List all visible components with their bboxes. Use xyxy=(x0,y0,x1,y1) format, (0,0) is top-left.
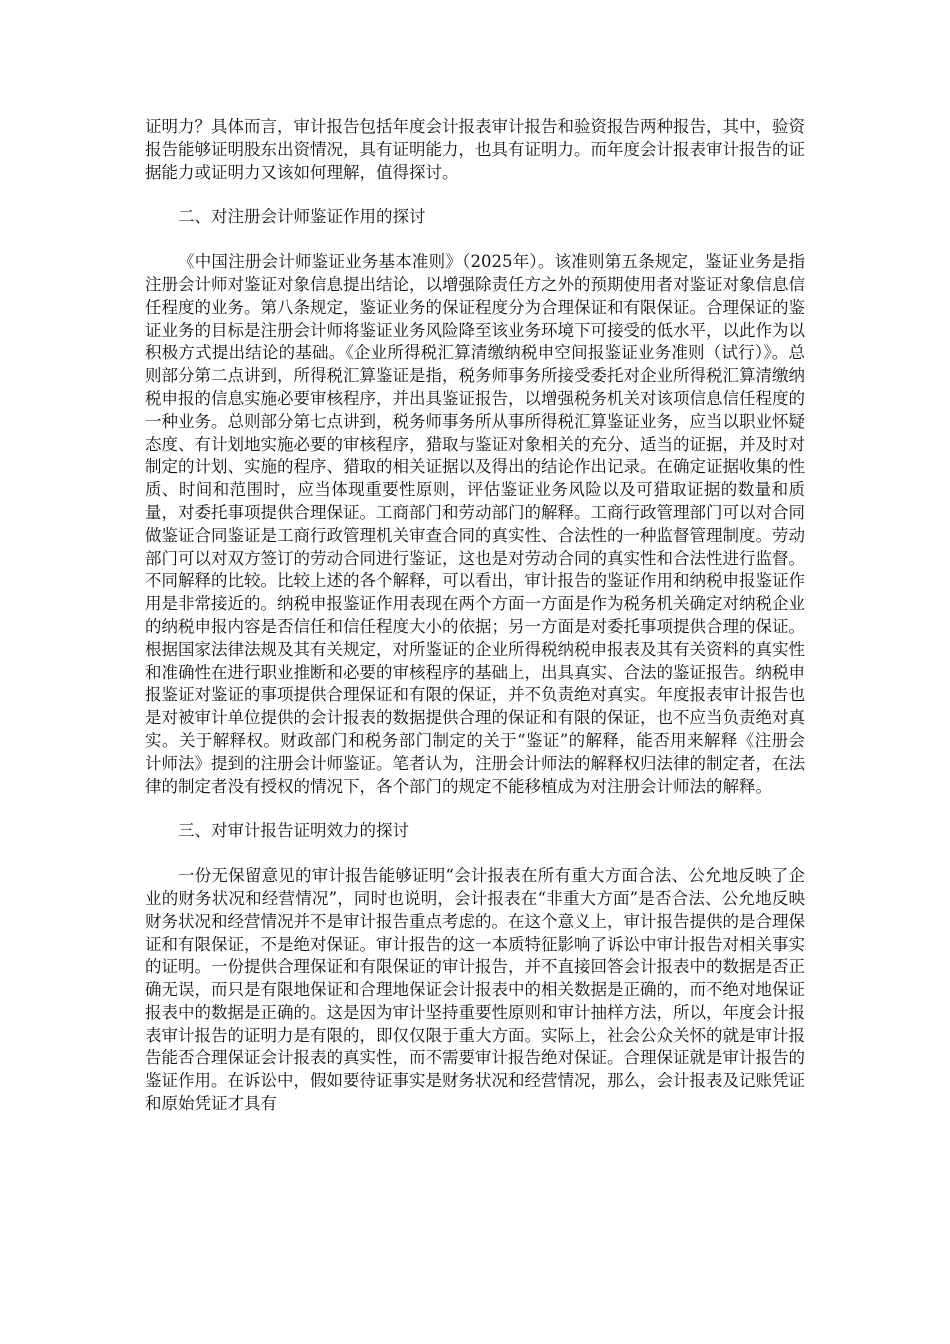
document-page xyxy=(145,116,805,1116)
body-paragraph-section-3: 一份无保留意见的审计报告能够证明“会计报表在所有重大方面合法、公允地反映了企业的财务状况和经营情况”，同时也说明，会计报表在“非重大方面”是否合法、公允地反映财务状况和经营情况并不是审计报告重点考虑的。在这个意义上，审计报告提供的是合理保证和有限保证，不是绝对保证。审计报告的这一本质特征影响了诉讼中审计报告对相关事实的证明。一份提供合理保证和有限保证的审计报告，并不直接回答会计报表中的数据是否正确无误，而只是有限地保证和合理地保证会计报表中的相关数据是正确的，而不绝对地保证报表中的数据是正确的。这是因为审计坚持重要性原则和审计抽样方法，所以，年度会计报表审计报告的证明力是有限的，即仅仅限于重大方面。实际上，社会公众关怀的就是审计报告能否合理保证会计报表的真实性，而不需要审计报告绝对保证。合理保证就是审计报告的鉴证作用。在诉讼中，假如要待证事实是财务状况和经营情况，那么，会计报表及记账凭证和原始凭证才具有 xyxy=(145,866,805,1114)
body-paragraph-intro: 证明力？具体而言，审计报告包括年度会计报表审计报告和验资报告两种报告，其中，验资报告能够证明股东出资情况，具有证明能力，也具有证明力。而年度会计报表审计报告的证据能力或证明力又该如何理解，值得探讨。 xyxy=(145,117,805,182)
section-heading-3: 三、对审计报告证明效力的探讨 xyxy=(178,821,409,841)
section-heading-2: 二、对注册会计师鉴证作用的探讨 xyxy=(178,207,426,227)
body-paragraph-section-2: 《中国注册会计师鉴证业务基本准则》（2025年）。该准则第五条规定，鉴证业务是指注册会计师对鉴证对象信息提出结论，以增强除责任方之外的预期使用者对鉴证对象信息信任程度的业务。第八条规定，鉴证业务的保证程度分为合理保证和有限保证。合理保证的鉴证业务的目标是注册会计师将鉴证业务风险降至该业务环境下可接受的低水平，以此作为以积极方式提出结论的基础。《企业所得税汇算清缴纳税申空间报鉴证业务准则（试行）》。总则部分第二点讲到，所得税汇算鉴证是指，税务师事务所接受委托对企业所得税汇算清缴纳税申报的信息实施必要审核程序，并出具鉴证报告，以增强税务机关对该项信息信任程度的一种业务。总则部分第七点讲到，税务师事务所从事所得税汇算鉴证业务，应当以职业怀疑态度、有计划地实施必要的审核程序，猎取与鉴证对象相关的充分、适当的证据，并及时对制定的计划、实施的程序、猎取的相关证据以及得出的结论作出记录。在确定证据收集的性质、时间和范围时，应当体现重要性原则，评估鉴证业务风险以及可猎取证据的数量和质量，对委托事项提供合理保证。工商部门和劳动部门的解释。工商行政管理部门可以对合同做鉴证合同鉴证是工商行政管理机关审查合同的真实性、合法性的一种监督管理制度。劳动部门可以对双方签订的劳动合同进行鉴证，这也是对劳动合同的真实性和合法性进行监督。不同解释的比较。比较上述的各个解释，可以看出，审计报告的鉴证作用和纳税申报鉴证作用是非常接近的。纳税申报鉴证作用表现在两个方面一方面是作为税务机关确定对纳税企业的纳税申报内容是否信任和信任程度大小的依据；另一方面是对委托事项提供合理的保证。根据国家法律法规及其有关规定，对所鉴证的企业所得税纳税申报表及其有关资料的真实性和准确性在进行职业推断和必要的审核程序的基础上，出具真实、合法的鉴证报告。纳税申报鉴证对鉴证的事项提供合理保证和有限的保证，并不负责绝对真实。年度报表审计报告也是对被审计单位提供的会计报表的数据提供合理的保证和有限的保证，也不应当负责绝对真实。关于解释权。财政部门和税务部门制定的关于“鉴证”的解释，能否用来解释《注册会计师法》提到的注册会计师鉴证。笔者认为，注册会计师法的解释权归法律的制定者，在法律的制定者没有授权的情况下，各个部门的规定不能移植成为对注册会计师法的解释。 xyxy=(145,252,805,796)
